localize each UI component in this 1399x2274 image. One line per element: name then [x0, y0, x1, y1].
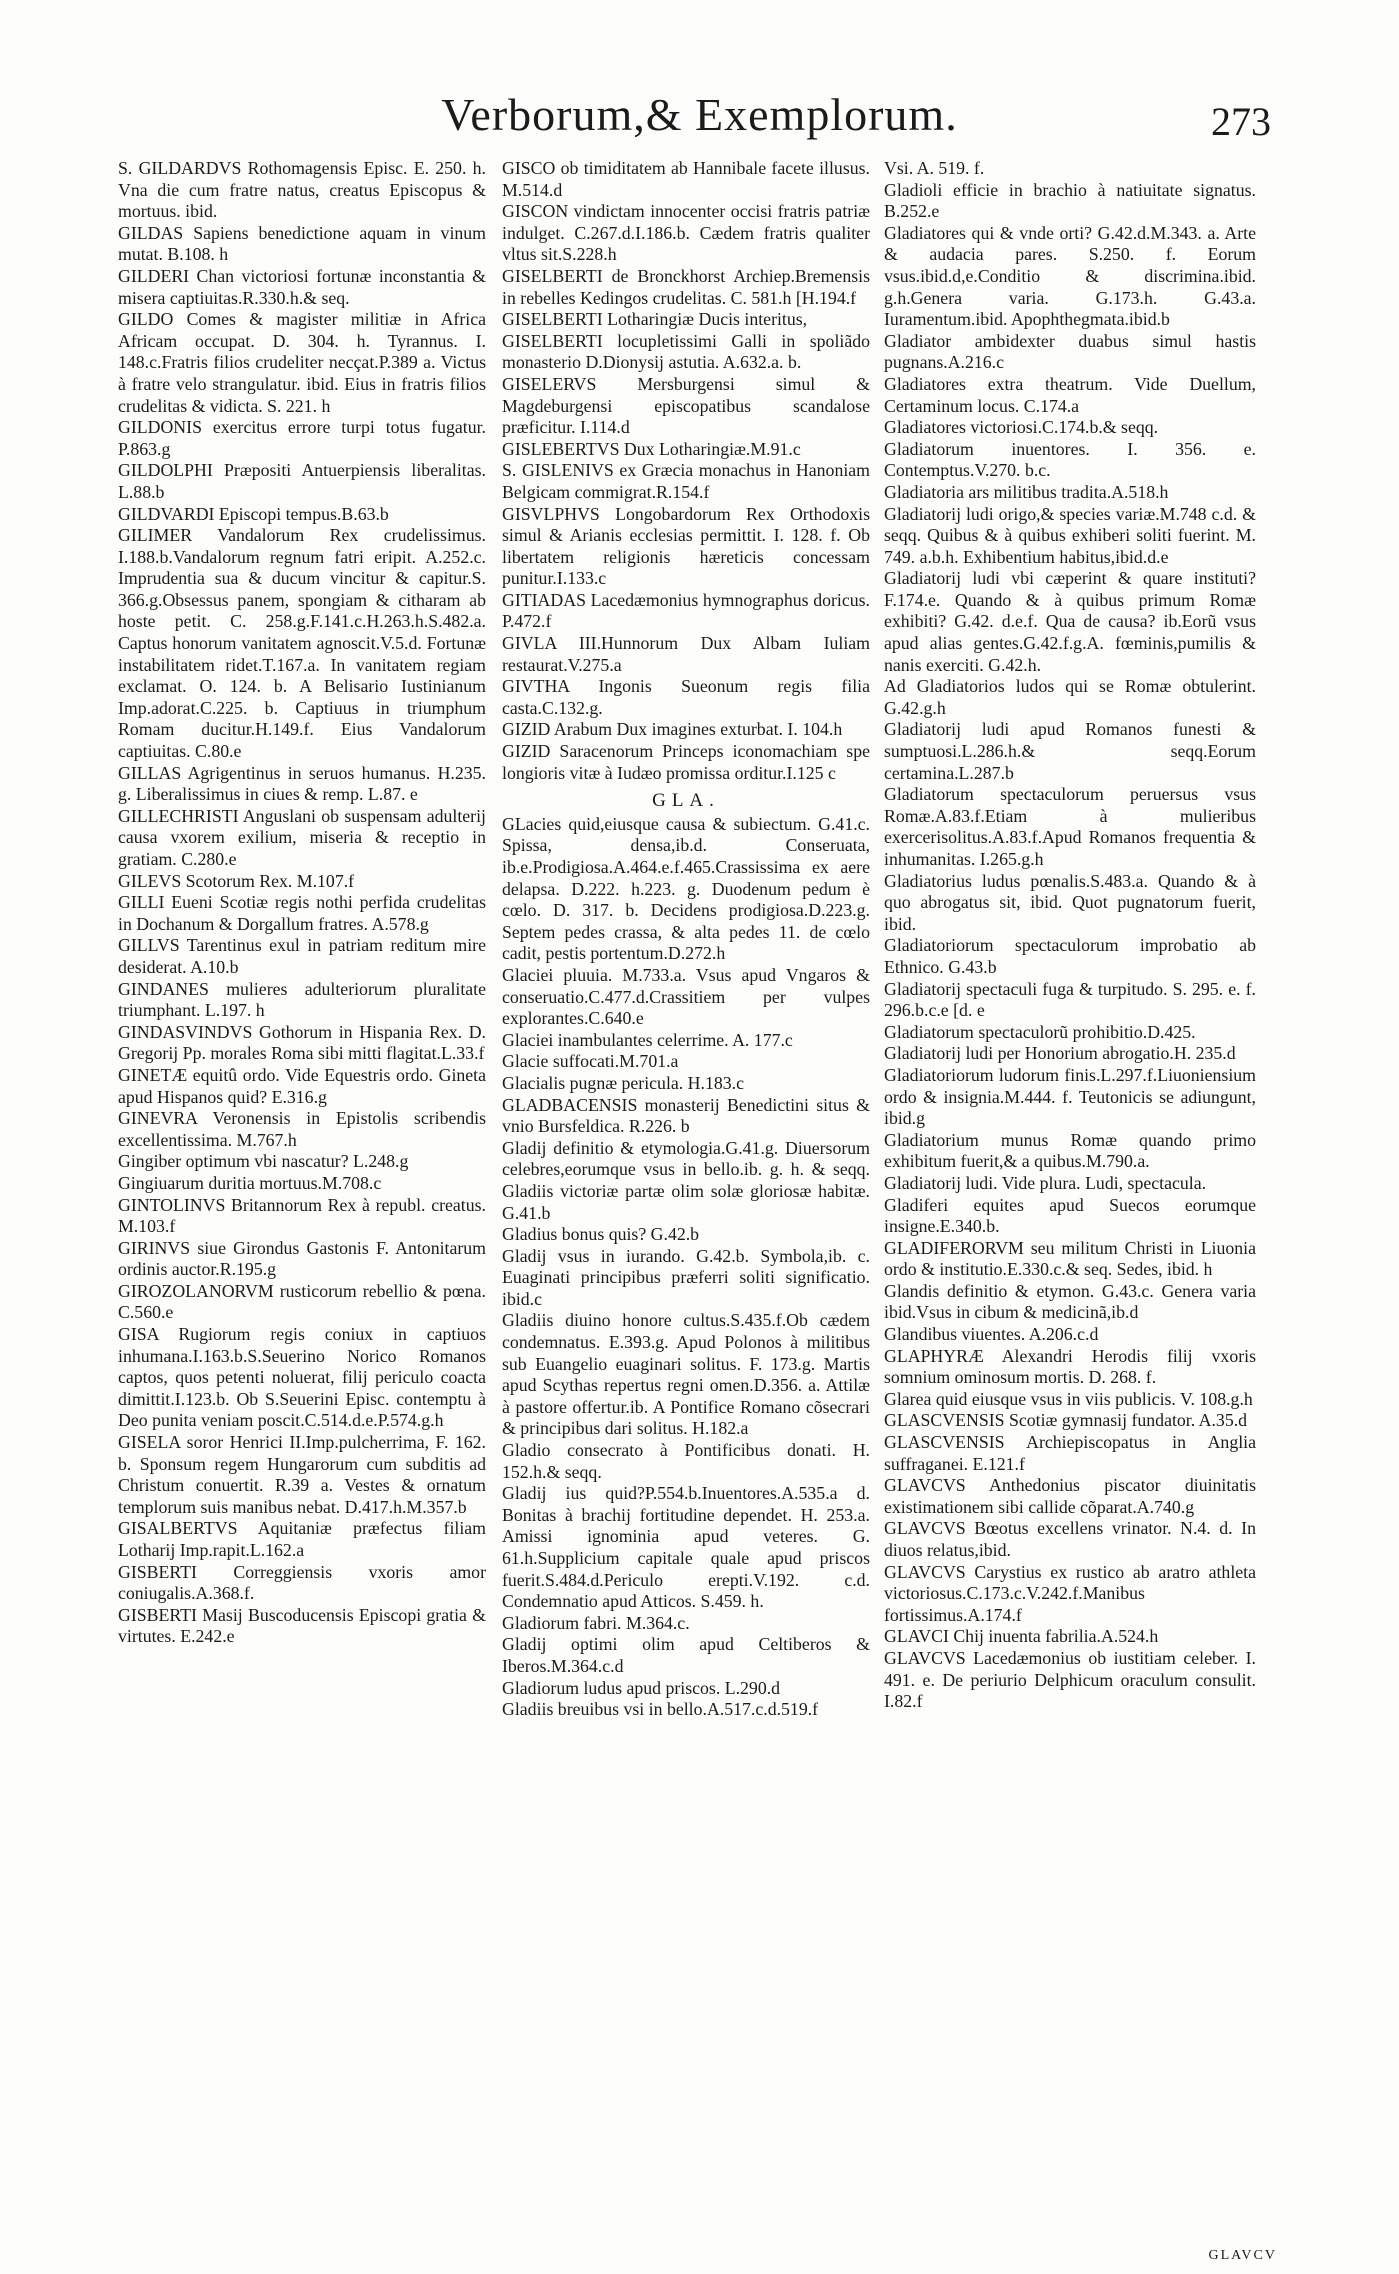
index-entry: Gladiator ambidexter duabus simul hastis pugnans.A.216.c [884, 330, 1256, 373]
index-entry: Gladiatorij ludi per Honorium abrogatio.H. 235.d [884, 1043, 1236, 1064]
index-entry: Gladiorum ludus apud priscos. L.290.d [502, 1677, 781, 1698]
index-entry: GLASCVENSIS Archiepiscopatus in Anglia suffraganei. E.121.f [884, 1432, 1256, 1474]
index-entry: GILIMER Vandalorum Rex crudelissimus. I.188.b.Vandalorum regnum fatri eripit. A.252.c. Imprudentia sua & ducum vincitur & capitur.S. 366.g.Obsessus panem, spongiam & citharam ab hoste petit. C. 258.g.F.141.c.H.263.h.S.482.a. Captus honorum vanitatem agnoscit.V.5.d. Fortunæ instabilitatem ridet.T.167.a. In vanitatem regiam exclamat. O. 124. b. A Belisario Iustinianum Imp.adorat.C.225. b. Captiuus in triumphum Romam ducitur.H.149.f. Eius Vandalorum captiuitas. C.80.e [118, 525, 486, 762]
index-entry: Glandis definitio & etymon. G.43.c. Genera varia ibid.Vsus in cibum & medicinã,ib.d [884, 1280, 1256, 1323]
index-entry: GLAVCVS Lacedæmonius ob iustitiam celeber. I. 491. e. De periurio Delphicum oraculum consulit. I.82.f [884, 1647, 1256, 1712]
index-entry: GILLAS Agrigentinus in seruos humanus. H.235. g. Liberalissimus in ciues & remp. L.87. e [118, 762, 486, 805]
index-column-middle [502, 158, 870, 1721]
index-entry: Gladiatorij spectaculi fuga & turpitudo. S. 295. e. f. 296.b.c.e [d. e [884, 978, 1256, 1021]
index-entry: Gladiatorius ludus pœnalis.S.483.a. Quando & à quo abrogatus sit, ibid. Quot pugnatorum fuerit, ibid. [884, 870, 1256, 934]
index-entry: GLADBACENSIS monasterij Benedictini situs & vnio Bursfeldica. R.226. b [502, 1094, 870, 1137]
index-entry: GINETÆ equitû ordo. Vide Equestris ordo. Gineta apud Hispanos quid? E.316.g [118, 1064, 486, 1107]
index-entry: Vsi. A. 519. f. [884, 158, 985, 178]
index-entry: GITIADAS Lacedæmonius hymnographus doricus. P.472.f [502, 589, 870, 632]
index-entry: Gladiatores extra theatrum. Vide Duellum, Certaminum locus. C.174.a [884, 373, 1256, 416]
index-entry: Gladiatorij ludi apud Romanos funesti & sumptuosi.L.286.h.& seqq.Eorum certamina.L.287.b [884, 719, 1256, 783]
index-entry: Gladiferi equites apud Suecos eorumque insigne.E.340.b. [884, 1194, 1256, 1237]
index-entry: GISELERVS Mersburgensi simul & Magdeburgensi episcopatibus scandalose præficitur. I.114.d [502, 373, 870, 438]
index-entry: GILDVARDI Episcopi tempus.B.63.b [118, 503, 389, 524]
index-entry: Gladiatorij ludi. Vide plura. Ludi, spectacula. [884, 1172, 1207, 1193]
index-entry: GLacies quid,eiusque causa & subiectum. G.41.c. Spissa, densa,ib.d. Conseruata, ib.e.Prodigiosa.A.464.e.f.465.Crassissima ex aere delapsa. D.222. h.223. g. Duodenum pedum è cœlo. D. 317. b. Decidens prodigiosa.D.223.g. Septem pedes crassa, & alta pedes 11. de cœlo cadit, pestis portentum.D.272.h [502, 813, 870, 964]
index-entry: GIRINVS siue Girondus Gastonis F. Antonitarum ordinis auctor.R.195.g [118, 1237, 486, 1280]
index-entry: GIZID Saracenorum Princeps iconomachiam spe longioris vitæ à Iudæo promissa orditur.I.125 c [502, 741, 870, 783]
index-entry: Gladiatorum spectaculorum peruersus vsus Romæ.A.83.f.Etiam à mulieribus exercerisolitus.A.83.f.Apud Romanos frequentia & inhumanitas. I.265.g.h [884, 784, 1256, 869]
index-entry: GISVLPHVS Longobardorum Rex Orthodoxis simul & Arianis ecclesias permittit. I. 128. f. Ob libertatem religionis hæreticis concessam punitur.I.133.c [502, 503, 870, 589]
index-entry: GISBERTI Correggiensis vxoris amor coniugalis.A.368.f. [118, 1561, 486, 1604]
index-entry: GLASCVENSIS Scotiæ gymnasij fundator. A.35.d [884, 1410, 1248, 1431]
index-entry: GILDERI Chan victoriosi fortunæ inconstantia & misera captiuitas.R.330.h.& seq. [118, 265, 486, 308]
catchword: GLAVCV [1208, 2248, 1277, 2263]
index-entry: Gingiuarum duritia mortuus.M.708.c [118, 1172, 382, 1193]
index-entry: S. GILDARDVS Rothomagensis Episc. E. 250. h. Vna die cum fratre natus, creatus Episcopus & mortuus. ibid. [118, 158, 486, 222]
index-entry: Gladiatores qui & vnde orti? G.42.d.M.343. a. Arte & audacia pares. S.250. f. Eorum vsus.ibid.d,e.Conditio & discrimina.ibid. g.h.Genera varia. G.173.h. G.43.a. Iuramentum.ibid. Apophthegmata.ibid.b [884, 222, 1256, 330]
index-entry: Gladiatorum spectaculorũ prohibitio.D.425. [884, 1021, 1196, 1042]
index-entry: GISLEBERTVS Dux Lotharingiæ.M.91.c [502, 438, 801, 459]
index-entry: GISCON vindictam innocenter occisi fratris patriæ indulget. C.267.d.I.186.b. Cædem fratris qualiter vltus sit.S.228.h [502, 201, 870, 265]
index-entry: Ad Gladiatorios ludos qui se Romæ obtulerint. G.42.g.h [884, 676, 1256, 718]
index-column-right [884, 158, 1256, 1713]
index-entry: GINDASVINDVS Gothorum in Hispania Rex. D. Gregorij Pp. morales Roma sibi mitti flagitat.L.33.f [118, 1021, 486, 1064]
index-entry: GILLVS Tarentinus exul in patriam reditum mire desiderat. A.10.b [118, 935, 486, 977]
index-entry: Glaciei pluuia. M.733.a. Vsus apud Vngaros & conseruatio.C.477.d.Crassitiem per vulpes explorantes.C.640.e [502, 964, 870, 1029]
index-entry: Gladiis breuibus vsi in bello.A.517.c.d.519.f [502, 1699, 819, 1720]
index-entry: GISA Rugiorum regis coniux in captiuos inhumana.I.163.b.S.Seuerino Norico Romanos captos, quos petenti noluerat, filij periculo coacta dimittit.I.123.b. Ob S.Seuerini Episc. contemptu à Deo punita veniam poscit.C.514.d.e.P.574.g.h [118, 1324, 486, 1431]
index-entry: Gladio consecrato à Pontificibus donati. H. 152.h.& seqq. [502, 1440, 870, 1482]
index-entry: GILDAS Sapiens benedictione aquam in vinum mutat. B.108. h [118, 222, 486, 265]
index-entry: Gladij ius quid?P.554.b.Inuentores.A.535.a d. Bonitas à brachij fortitudine dependet. H. 253.a. Amissi ignominia apud veteres. G. 61.h.Supplicium capitale quale apud priscos fuerit.S.484.d.Periculo erepti.V.192. c.d. Condemnatio apud Atticos. S.459. h. [502, 1483, 870, 1612]
page-number: 273 [1211, 99, 1271, 144]
index-entry: GISALBERTVS Aquitaniæ præfectus filiam Lotharij Imp.rapit.L.162.a [118, 1518, 486, 1560]
index-entry: Gladiatoria ars militibus tradita.A.518.h [884, 481, 1169, 502]
index-entry: GILDO Comes & magister militiæ in Africa Africam occupat. D. 304. h. Tyrannus. I. 148.c.Fratris filios crudeliter necçat.P.389 a. Victus à fratre velo strangulatur. ibid. Eius in fratris filios crudelitas & vidicta. S. 221. h [118, 309, 486, 416]
index-entry: GINEVRA Veronensis in Epistolis scribendis excellentissima. M.767.h [118, 1108, 486, 1150]
index-entry: Gladiatorium munus Romæ quando primo exhibitum fuerit,& a quibus.M.790.a. [884, 1129, 1256, 1172]
index-entry: GISBERTI Masij Buscoducensis Episcopi gratia & virtutes. E.242.e [118, 1604, 486, 1647]
index-entry: GLAVCI Chij inuenta fabrilia.A.524.h [884, 1626, 1159, 1647]
index-entry: GIZID Arabum Dux imagines exturbat. I. 104.h [502, 719, 843, 740]
index-entry: Glandibus viuentes. A.206.c.d [884, 1324, 1099, 1345]
index-entry: Gladij definitio & etymologia.G.41.g. Diuersorum celebres,eorumque vsus in bello.ib. g. h. & seqq. Gladiis victoriæ partæ olim solæ gloriosæ habitæ. G.41.b [502, 1137, 870, 1223]
running-header-title: Verborum,& Exemplorum. [441, 89, 958, 140]
index-entry: Glacie suffocati.M.701.a [502, 1051, 679, 1072]
index-entry: Glarea quid eiusque vsus in viis publicis. V. 108.g.h [884, 1388, 1253, 1409]
index-entry: GISCO ob timiditatem ab Hannibale facete illusus. M.514.d [502, 158, 870, 200]
index-entry: GILDONIS exercitus errore turpi totus fugatur. P.863.g [118, 417, 486, 459]
index-entry: GILLECHRISTI Anguslani ob suspensam adulterij causa vxorem exilium, miseria & receptio in gratiam. C.280.e [118, 805, 486, 869]
index-entry: Gladioli efficie in brachio à natiuitate signatus. B.252.e [884, 179, 1256, 222]
index-entry: GISELBERTI locupletissimi Galli in spoliãdo monasterio D.Dionysij astutia. A.632.a. b. [502, 330, 870, 373]
index-entry: GLAVCVS Bœotus excellens vrinator. N.4. d. In diuos relatus,ibid. [884, 1518, 1256, 1560]
index-column-left [118, 158, 486, 1648]
index-entry: GISELA soror Henrici II.Imp.pulcherrima, F. 162. b. Sponsum regem Hungarorum cum subditis ad Christum conuertit. R.39 a. Vestes & ornatum templorum suis manibus nebat. D.417.h.M.357.b [118, 1432, 486, 1517]
index-entry: GIVLA III.Hunnorum Dux Albam Iuliam restaurat.V.275.a [502, 633, 870, 675]
index-entry: GINDANES mulieres adulteriorum pluralitate triumphant. L.197. h [118, 978, 486, 1021]
index-entry: Glacialis pugnæ pericula. H.183.c [502, 1072, 744, 1093]
index-entry: GLAVCVS Carystius ex rustico ab aratro athleta victoriosus.C.173.c.V.242.f.Manibus fortissimus.A.174.f [884, 1561, 1256, 1625]
index-entry: GIROZOLANORVM rusticorum rebellio & pœna. C.560.e [118, 1280, 486, 1323]
index-entry: Gladiatoriorum spectaculorum improbatio ab Ethnico. G.43.b [884, 935, 1256, 977]
index-entry: GIVTHA Ingonis Sueonum regis filia casta.C.132.g. [502, 676, 870, 718]
index-entry: GLADIFERORVM seu militum Christi in Liuonia ordo & institutio.E.330.c.& seq. Sedes, ibid. h [884, 1237, 1256, 1280]
index-entry: Gingiber optimum vbi nascatur? L.248.g [118, 1151, 409, 1172]
index-entry: GILDOLPHI Præpositi Antuerpiensis liberalitas. L.88.b [118, 460, 486, 502]
index-entry: Gladij vsus in iurando. G.42.b. Symbola,ib. c. Euaginati principibus præferri soliti significatio. ibid.c [502, 1245, 870, 1309]
index-entry: GLAPHYRÆ Alexandri Herodis filij vxoris somnium ominosum mortis. D. 268. f. [884, 1345, 1256, 1388]
index-entry: GISELBERTI Lotharingiæ Ducis interitus, [502, 309, 808, 330]
index-entry: Gladiatoriorum ludorum finis.L.297.f.Liuoniensium ordo & insignia.M.444. f. Teutonicis se adiungunt, ibid.g [884, 1064, 1256, 1129]
index-entry: Gladiorum fabri. M.364.c. [502, 1612, 690, 1633]
index-entry: Gladiatorij ludi origo,& species variæ.M.748 c.d. & seqq. Quibus & à quibus exhiberi soliti fuerint. M. 749. a.b.h. Exhibentium habitus,ibid.d.e [884, 503, 1256, 567]
index-entry: Gladiis diuino honore cultus.S.435.f.Ob cædem condemnatus. E.393.g. Apud Polonos à militibus sub Euangelio euaginari solitus. F. 173.g. Martis apud Scythas repertus regni omen.D.356. a. Attilæ à pastore offertur.ib. A Pontifice Romano cõsecrari & principibus dari solitus. H.182.a [502, 1310, 870, 1439]
index-entry: Gladiatorij ludi vbi cæperint & quare instituti? F.174.e. Quando & à quibus primum Romæ exhibiti? G.42. d.e.f. Qua de causa? ib.Eorũ vsus apud alias gentes.G.42.f.g.A. fœminis,pumilis & nanis exerciti. G.42.h. [884, 568, 1256, 675]
index-entry: GISELBERTI de Bronckhorst Archiep.Bremensis in rebelles Kedingos crudelitas. C. 581.h [H.194.f [502, 265, 870, 308]
index-entry: GILEVS Scotorum Rex. M.107.f [118, 870, 355, 891]
index-entry: Glaciei inambulantes celerrime. A. 177.c [502, 1029, 793, 1050]
section-heading: GLA. [652, 790, 720, 812]
index-entry: Gladiatores victoriosi.C.174.b.& seqq. [884, 417, 1159, 438]
index-entry: S. GISLENIVS ex Græcia monachus in Hanoniam Belgicam commigrat.R.154.f [502, 460, 870, 502]
index-entry: GILLI Eueni Scotiæ regis nothi perfida crudelitas in Dochanum & Dorgallum fratres. A.578.g [118, 892, 486, 934]
index-entry: GINTOLINVS Britannorum Rex à republ. creatus. M.103.f [118, 1194, 486, 1237]
index-entry: GLAVCVS Anthedonius piscator diuinitatis existimationem sibi callide cõparat.A.740.g [884, 1475, 1256, 1517]
index-entry: Gladius bonus quis? G.42.b [502, 1224, 700, 1245]
index-entry: Gladij optimi olim apud Celtiberos & Iberos.M.364.c.d [502, 1634, 870, 1676]
index-entry: Gladiatorum inuentores. I. 356. e. Contemptus.V.270. b.c. [884, 438, 1256, 481]
